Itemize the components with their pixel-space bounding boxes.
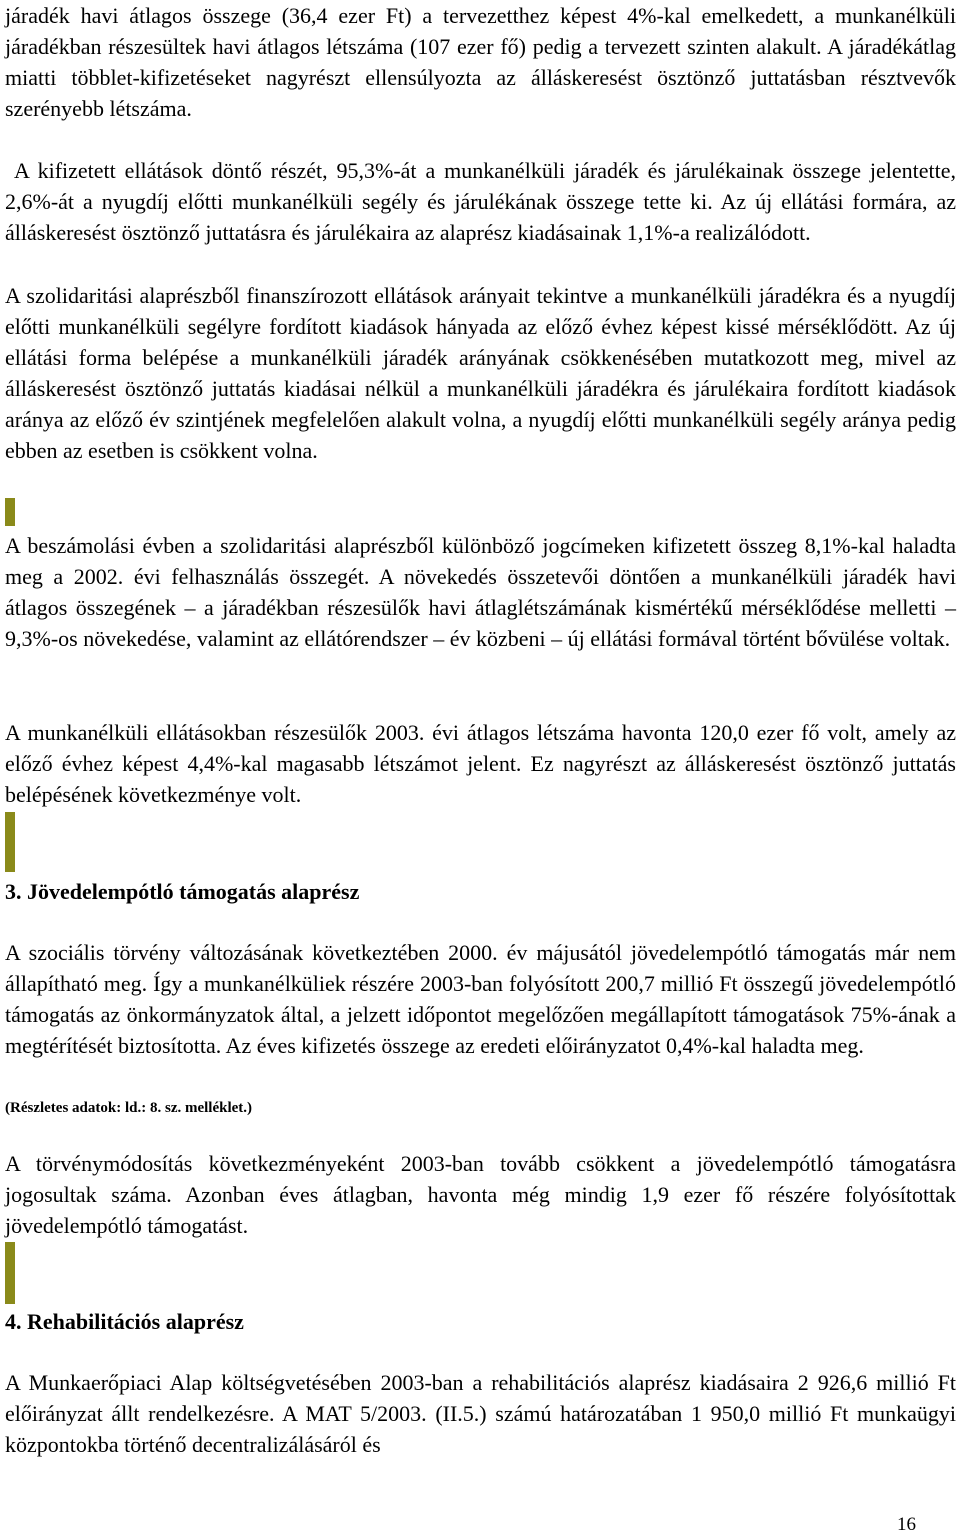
paragraph-munkaeropiaci: A Munkaerőpiaci Alap költségvetésében 2003-ban a rehabilitációs alaprész kiadásaira 2 926,6 millió Ft előirányzat állt rendelkezésre. A MAT 5/2003. (II.5.) számú határozatában 1 950,0 millió Ft munkaügyi központokba történő decentralizálásáról és: [5, 1370, 956, 1458]
section-marker: [5, 812, 15, 872]
section-marker: [5, 1242, 15, 1304]
section-marker: [5, 498, 15, 526]
paragraph-beszamolasi: A beszámolási évben a szolidaritási alaprészből különböző jogcímeken kifizetett összeg 8,1%-kal haladta meg a 2002. évi felhasználás összegét. A növekedés összetevői döntően a munkanélküli járadék havi átlagos összegének – a járadékban részesülők havi átlaglétszámának kismértékű mérséklődése melletti – 9,3%-os növekedése, valamint az ellátórendszer – év közbeni – új ellátási formával történt bővülése voltak.: [5, 533, 956, 652]
paragraph-szolidaritasi: A szolidaritási alaprészből finanszírozott ellátások arányait tekintve a munkanélküli járadékra és a nyugdíj előtti munkanélküli segélyre fordított kiadások hányada az előző évhez képest kissé mérséklődött. Az új ellátási forma belépése a munkanélküli járadék arányának csökkenésében mutatkozott meg, mivel az álláskeresést ösztönző juttatás kiadásai nélkül a munkanélküli járadékra és járulékaira fordított kiadások aránya az előző év szintjének megfelelően alakult volna, a nyugdíj előtti munkanélküli segély aránya pedig ebben az esetben is csökkent volna.: [5, 283, 956, 464]
paragraph-reszesulok: A munkanélküli ellátásokban részesülők 2003. évi átlagos létszáma havonta 120,0 ezer fő volt, amely az előző évhez képest 4,4%-kal magasabb létszámot jelent. Ez nagyrészt az álláskeresést ösztönző juttatás belépésének következménye volt.: [5, 720, 956, 808]
paragraph-intro: járadék havi átlagos összege (36,4 ezer Ft) a tervezetthez képest 4%-kal emelkedett, a munkanélküli járadékban részesültek havi átlagos létszáma (107 ezer fő) pedig a tervezett szinten alakult. A járadékátlag miatti többlet-kifizetéseket nagyrészt ellensúlyozta az álláskeresést ösztönző juttatásban résztvevők szerényebb létszáma.: [5, 3, 956, 122]
details-note: (Részletes adatok: ld.: 8. sz. melléklet.): [5, 1100, 253, 1116]
paragraph-kifizetett: A kifizetett ellátások döntő részét, 95,3%-át a munkanélküli járadék és járulékainak összege jelentette, 2,6%-át a nyugdíj előtti munkanélküli segély és járulékának összege tette ki. Az új ellátási formára, az álláskeresést ösztönző juttatásra és járulékaira az alaprész kiadásainak 1,1%-a realizálódott.: [5, 158, 956, 246]
section-heading-4: 4. Rehabilitációs alaprész: [5, 1309, 244, 1334]
paragraph-szocialis: A szociális törvény változásának következtében 2000. év májusától jövedelempótló támogatás már nem állapítható meg. Így a munkanélküliek részére 2003-ban folyósított 200,7 millió Ft összegű jövedelempótló támogatás az önkormányzatok által, a jelzett időpontot megelőzően megállapított támogatások 75%-ának a megtérítését biztosította. Az éves kifizetés összege az eredeti előirányzatot 0,4%-kal haladta meg.: [5, 940, 956, 1059]
page-number: 16: [897, 1514, 916, 1535]
paragraph-torvenymodositas: A törvénymódosítás következményeként 2003-ban tovább csökkent a jövedelempótló támogatásra jogosultak száma. Azonban éves átlagban, havonta még mindig 1,9 ezer fő részére folyósítottak jövedelempótló támogatást.: [5, 1151, 956, 1239]
section-heading-3: 3. Jövedelempótló támogatás alaprész: [5, 879, 360, 904]
